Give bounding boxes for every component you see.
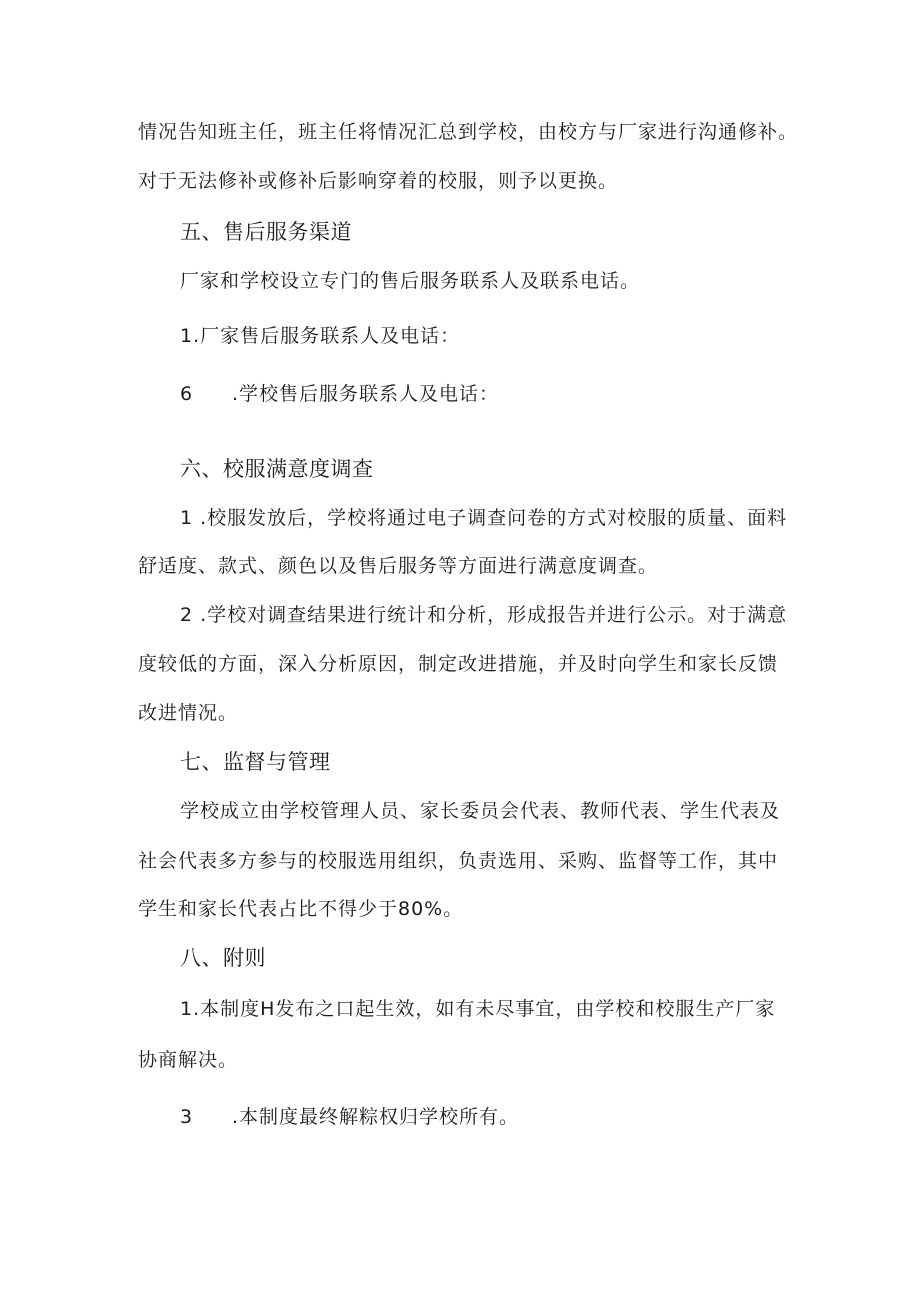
section-heading-8: 八、附则 <box>180 946 266 970</box>
paragraph-line: 舒适度、款式、颜色以及售后服务等方面进行满意度调查。 <box>138 555 659 577</box>
list-item: 1.厂家售后服务联系人及电话： <box>180 325 461 347</box>
paragraph-line: 度较低的方面，深入分析原因，制定改进措施，并及时向学生和家长反馈 <box>138 653 779 675</box>
paragraph-line: 改进情况。 <box>138 702 239 724</box>
list-item: .本制度最终解粽权归学校所有。 <box>232 1106 520 1128</box>
section-heading-5: 五、售后服务渠道 <box>180 220 352 244</box>
paragraph-line: 对于无法修补或修补后影响穿着的校服，则予以更换。 <box>138 170 619 192</box>
section-heading-6: 六、校服满意度调查 <box>180 457 374 481</box>
paragraph-line: 厂家和学校设立专门的售后服务联系人及联系电话。 <box>180 270 641 292</box>
paragraph-line: 情况告知班主任，班主任将情况汇总到学校，由校方与厂家进行沟通修补。 <box>138 121 799 143</box>
list-item: .学校售后服务联系人及电话： <box>232 383 500 405</box>
paragraph-line: 社会代表多方参与的校服选用组织，负责选用、采购、监督等工作，其中 <box>138 850 779 872</box>
list-item-number: 3 <box>180 1106 193 1128</box>
paragraph-line: 学校成立由学校管理人员、家长委员会代表、教师代表、学生代表及 <box>180 800 781 822</box>
paragraph-line: 协商解决。 <box>138 1049 239 1071</box>
list-item-number: 6 <box>180 383 193 405</box>
paragraph-line: 1.本制度H发布之口起生效，如有未尽事宜，由学校和校服生产厂家 <box>180 998 776 1020</box>
paragraph-line: 2 .学校对调查结果进行统计和分析，形成报告并进行公示。对于满意 <box>180 604 788 626</box>
paragraph-line: 1 .校服发放后，学校将通过电子调查问卷的方式对校服的质量、面料 <box>180 507 788 529</box>
paragraph-line: 学生和家长代表占比不得少于80%。 <box>138 898 464 920</box>
section-heading-7: 七、监督与管理 <box>180 750 331 774</box>
